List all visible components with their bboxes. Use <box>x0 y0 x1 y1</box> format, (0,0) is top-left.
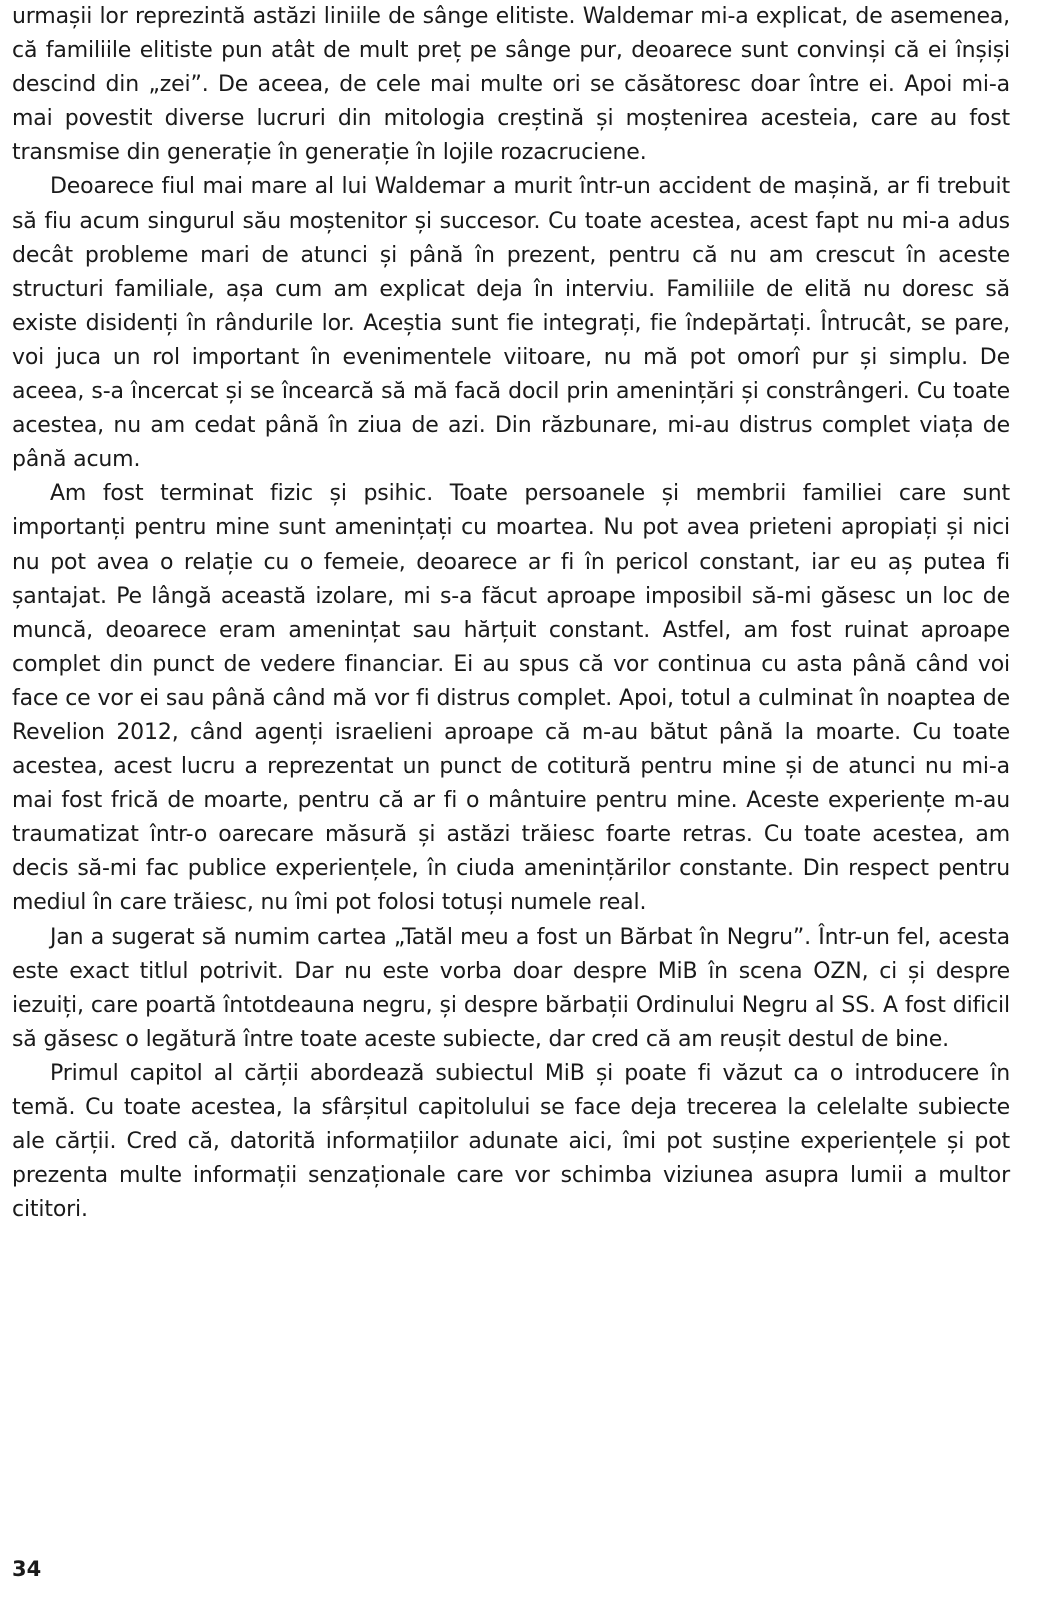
paragraph-3: Am fost terminat fizic și psihic. Toate persoanele și membrii familiei care sunt importanți pentru mine sunt amenințați cu moartea. Nu pot avea prieteni apropiați și nici nu pot avea o relație cu o femeie, deoarece ar fi în pericol constant, iar eu aș putea fi șantajat. Pe lângă această izolare, mi s-a făcut aproape imposibil să-mi găsesc un loc de muncă, deoarece eram amenințat sau hărțuit constant. Astfel, am fost ruinat aproape complet din punct de vedere financiar. Ei au spus că vor continua cu asta până când voi face ce vor ei sau până când mă vor fi distrus complet. Apoi, totul a culminat în noaptea de Revelion 2012, când agenți israelieni aproape că m-au bătut până la moarte. Cu toate acestea, acest lucru a reprezentat un punct de cotitură pentru mine și de atunci nu mi-a mai fost frică de moarte, pentru că ar fi o mântuire pentru mine. Aceste experiențe m-au traumatizat într-o oarecare măsură și astăzi trăiesc foarte retras. Cu toate acestea, am decis să-mi fac publice experiențele, în ciuda amenințărilor constante. Din respect pentru mediul în care trăiesc, nu îmi pot folosi totuși numele real. <box>12 481 1010 916</box>
paragraph-1: urmașii lor reprezintă astăzi liniile de sânge elitiste. Waldemar mi-a explicat, de asemenea, că familiile elitiste pun atât de mult preț pe sânge pur, deoarece sunt convinși că ei înșiși descind din „zei”. De aceea, de cele mai multe ori se căsătoresc doar între ei. Apoi mi-a mai povestit diverse lucruri din mitologia creștină și moștenirea acesteia, care au fost transmise din generație în generație în lojile rozacruciene. <box>12 4 1010 166</box>
page-number: 34 <box>12 1557 42 1581</box>
paragraph-5: Primul capitol al cărții abordează subiectul MiB și poate fi văzut ca o introducere în temă. Cu toate acestea, la sfârșitul capitolului se face deja trecerea la celelalte subiecte ale cărții. Cred că, datorită informațiilor adunate aici, îmi pot susține experiențele și pot prezenta multe informații senzaționale care vor schimba viziunea asupra lumii a multor cititori. <box>12 1060 1010 1223</box>
page-body <box>12 0 1010 1227</box>
paragraph-4: Jan a sugerat să numim cartea „Tatăl meu a fost un Bărbat în Negru”. Într-un fel, acesta este exact titlul potrivit. Dar nu este vorba doar despre MiB în scena OZN, ci și despre iezuiți, care poartă întotdeauna negru, și despre bărbații Ordinului Negru al SS. A fost dificil să găsesc o legătură între toate aceste subiecte, dar cred că am reușit destul de bine. <box>12 924 1010 1052</box>
paragraph-2: Deoarece fiul mai mare al lui Waldemar a murit într-un accident de mașină, ar fi trebuit să fiu acum singurul său moștenitor și succesor. Cu toate acestea, acest fapt nu mi-a adus decât probleme mari de atunci și până în prezent, pentru că nu am crescut în aceste structuri familiale, așa cum am explicat deja în interviu. Familiile de elită nu doresc să existe disidenți în rândurile lor. Aceștia sunt fie integrați, fie îndepărtați. Întrucât, se pare, voi juca un rol important în evenimentele viitoare, nu mă pot omorî pur și simplu. De aceea, s-a încercat și se încearcă să mă facă docil prin amenințări și constrângeri. Cu toate acestea, nu am cedat până în ziua de azi. Din răzbunare, mi-au distrus complet viața de până acum. <box>12 174 1010 473</box>
